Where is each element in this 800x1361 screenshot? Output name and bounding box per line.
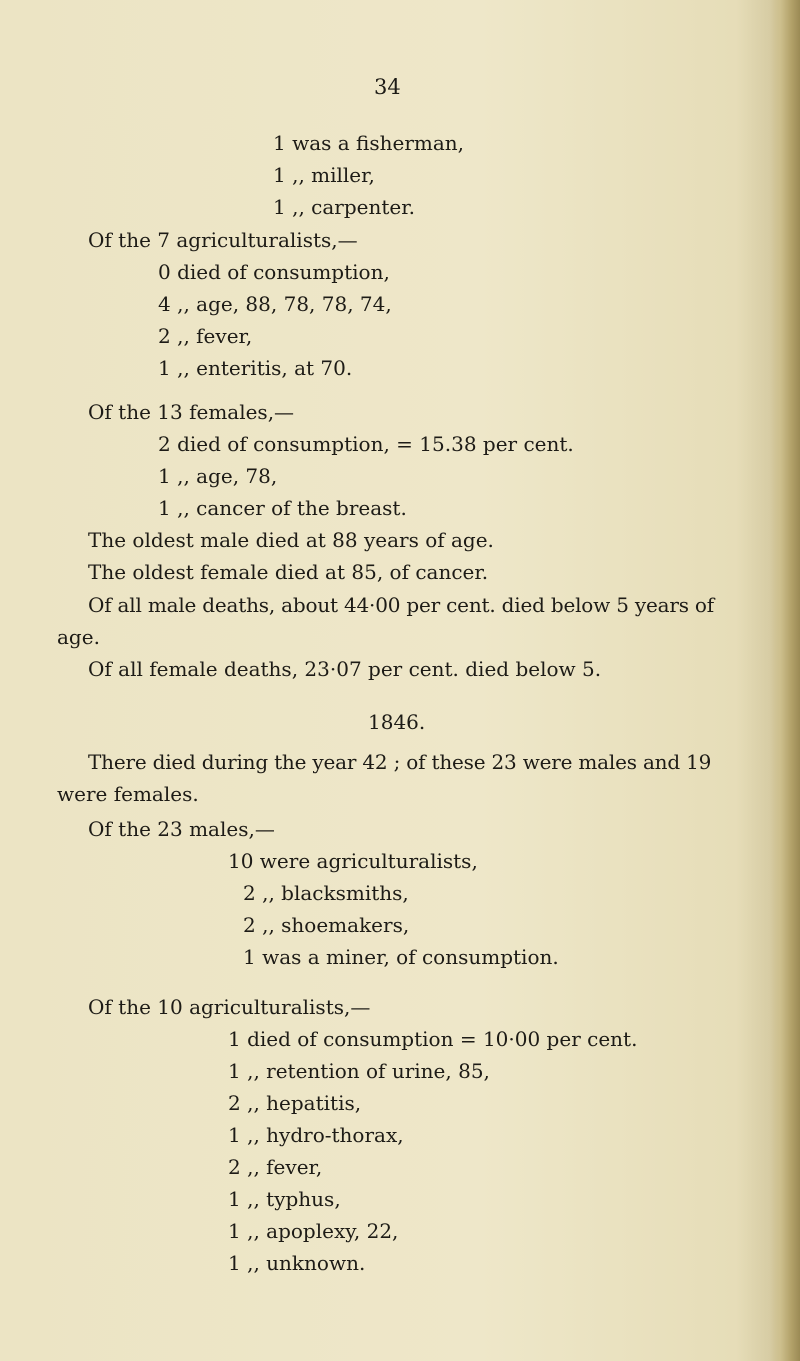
page-number: 34	[374, 75, 401, 99]
text-line: 1 died of consumption = 10·00 per cent.	[228, 1027, 638, 1051]
text-line: age.	[57, 625, 100, 649]
text-line: There died during the year 42 ; of these 23 were males and 19	[88, 750, 712, 774]
text-line: The oldest female died at 85, of cancer.	[88, 560, 489, 584]
text-line: 2 ,, fever,	[158, 324, 253, 348]
text-line: Of all female deaths, 23·07 per cent. died below 5.	[88, 657, 602, 681]
text-line: 1 ,, carpenter.	[273, 195, 415, 219]
text-line: 1 ,, typhus,	[228, 1187, 341, 1211]
text-line: 2 ,, shoemakers,	[243, 913, 410, 937]
text-line: 1 ,, miller,	[273, 163, 375, 187]
text-line: 1 ,, hydro-thorax,	[228, 1123, 404, 1147]
text-line: The oldest male died at 88 years of age.	[88, 528, 494, 552]
text-line: Of all male deaths, about 44·00 per cent. died below 5 years of	[88, 593, 714, 617]
page-edge-shadow	[770, 0, 800, 1361]
text-line: 0 died of consumption,	[158, 260, 390, 284]
text-line: 1 was a miner, of consumption.	[243, 945, 559, 969]
text-line: 1 ,, age, 78,	[158, 464, 278, 488]
text-line: 2 ,, blacksmiths,	[243, 881, 409, 905]
text-line: 4 ,, age, 88, 78, 78, 74,	[158, 292, 392, 316]
text-line: 2 died of consumption, = 15.38 per cent.	[158, 432, 574, 456]
text-line: 2 ,, hepatitis,	[228, 1091, 362, 1115]
text-line: 1 ,, retention of urine, 85,	[228, 1059, 490, 1083]
text-line: were females.	[57, 782, 199, 806]
text-line: Of the 23 males,—	[88, 817, 275, 841]
text-line: 1 ,, unknown.	[228, 1251, 366, 1275]
text-line: Of the 13 females,—	[88, 400, 295, 424]
text-line: 1 ,, enteritis, at 70.	[158, 356, 353, 380]
text-line: 10 were agriculturalists,	[228, 849, 478, 873]
section-heading: 1846.	[368, 710, 426, 734]
text-line: 1 ,, cancer of the breast.	[158, 496, 407, 520]
text-line: Of the 7 agriculturalists,—	[88, 228, 358, 252]
text-line: Of the 10 agriculturalists,—	[88, 995, 371, 1019]
text-line: 1 ,, apoplexy, 22,	[228, 1219, 399, 1243]
text-line: 1 was a fisherman,	[273, 131, 465, 155]
text-line: 2 ,, fever,	[228, 1155, 323, 1179]
